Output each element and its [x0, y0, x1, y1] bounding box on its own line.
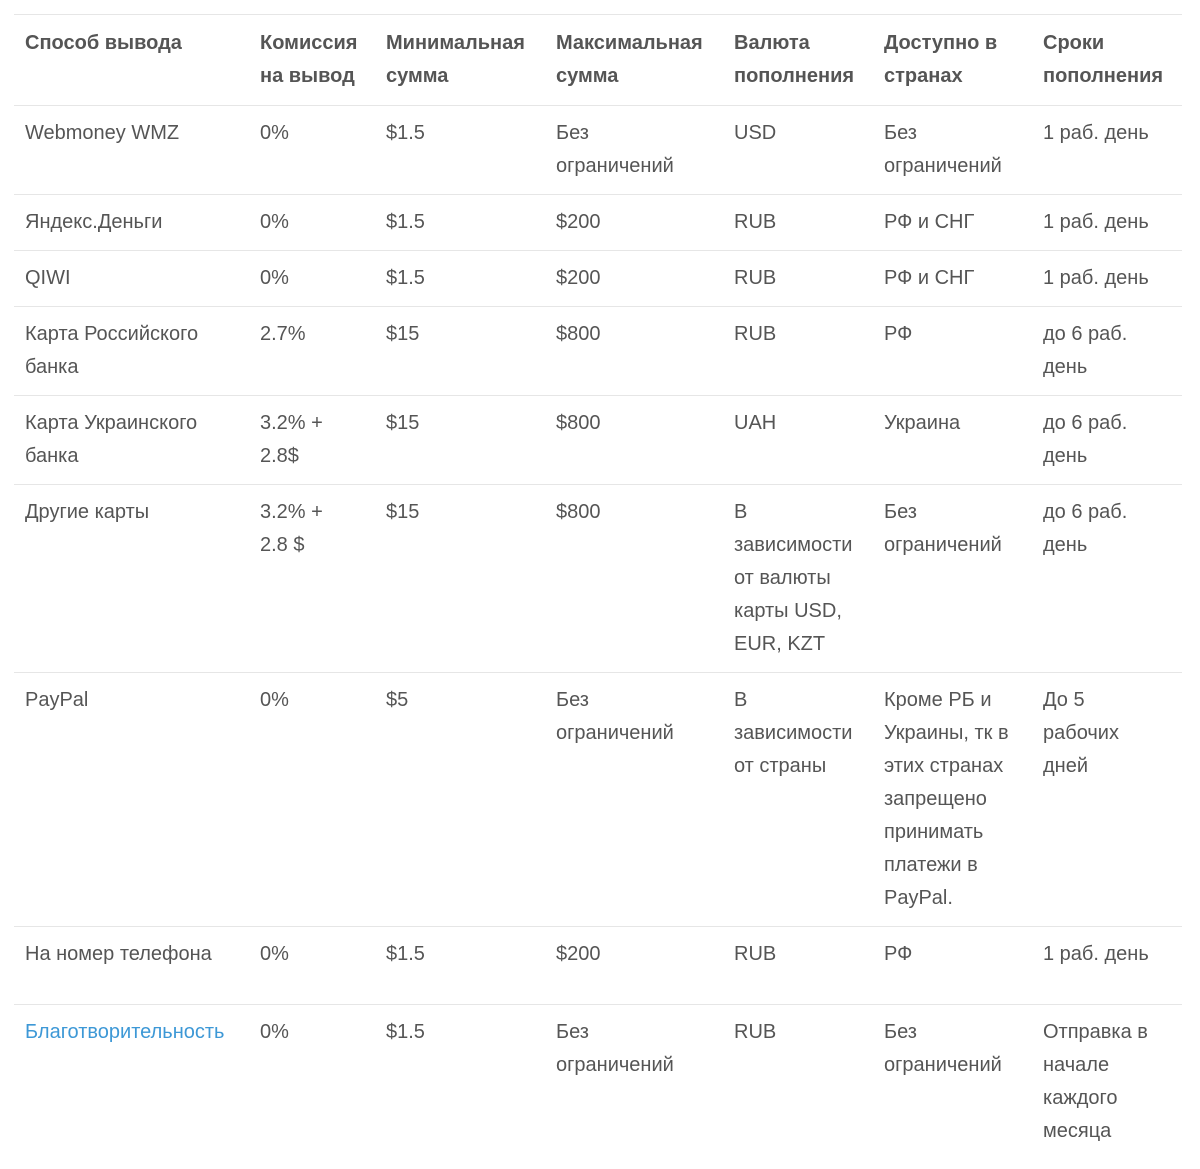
- cell-term: [1032, 307, 1182, 396]
- cell-term-line: рабочих: [1043, 722, 1119, 744]
- cell-max-amount: [545, 927, 723, 1005]
- cell-term-line: 1 раб. день: [1043, 211, 1149, 233]
- cell-min-amount-value: $1.5: [386, 122, 425, 144]
- cell-min-amount-value: $15: [386, 323, 420, 345]
- cell-commission-line: 0%: [260, 211, 289, 233]
- cell-term-line: Отправка в: [1043, 1021, 1148, 1043]
- cell-currency: [723, 485, 873, 673]
- charity-link[interactable]: Благотворительность: [25, 1021, 225, 1043]
- cell-countries-line: ограничений: [884, 534, 1002, 556]
- cell-term-line: день: [1043, 534, 1088, 556]
- cell-commission-line: 2.7%: [260, 323, 306, 345]
- cell-currency-line: карты USD,: [734, 600, 842, 622]
- cell-countries-line: Украина: [884, 412, 961, 434]
- header-commission-line1: Комиссия: [260, 32, 358, 54]
- cell-max-amount: [545, 307, 723, 396]
- cell-term-line: начале: [1043, 1054, 1110, 1076]
- cell-term-line: день: [1043, 356, 1088, 378]
- cell-countries-line: платежи в: [884, 854, 978, 876]
- cell-currency-line: UAH: [734, 412, 777, 434]
- cell-max-amount-line: ограничений: [556, 155, 674, 177]
- cell-commission: [249, 1005, 375, 1160]
- header-method: [14, 15, 249, 106]
- cell-max-amount: [545, 1005, 723, 1160]
- method-label: Webmoney WMZ: [25, 122, 180, 144]
- cell-currency: [723, 396, 873, 485]
- cell-currency: [723, 1005, 873, 1160]
- header-countries: [873, 15, 1032, 106]
- header-method-line1: Способ вывода: [25, 32, 182, 54]
- cell-max-amount-line: $200: [556, 211, 601, 233]
- cell-max-amount-line: $200: [556, 943, 601, 965]
- cell-currency-line: RUB: [734, 1021, 777, 1043]
- cell-term-line: каждого: [1043, 1087, 1118, 1109]
- cell-countries-line: запрещено: [884, 788, 987, 810]
- header-max: [545, 15, 723, 106]
- cell-max-amount: [545, 251, 723, 307]
- cell-commission-line: 2.8 $: [260, 534, 305, 556]
- cell-commission: [249, 485, 375, 673]
- header-min-line2: сумма: [386, 65, 449, 87]
- cell-term-line: дней: [1043, 755, 1089, 777]
- method-label: Яндекс.Деньги: [25, 211, 163, 233]
- cell-term: [1032, 195, 1182, 251]
- cell-term-line: 1 раб. день: [1043, 267, 1149, 289]
- header-term-line2: пополнения: [1043, 65, 1164, 87]
- cell-method: [14, 485, 249, 673]
- cell-countries-line: РФ: [884, 943, 913, 965]
- method-label: Карта Российского банка: [25, 323, 199, 378]
- table-row: [14, 106, 1182, 195]
- cell-countries: [873, 673, 1032, 927]
- cell-min-amount: [375, 307, 545, 396]
- cell-currency-line: RUB: [734, 323, 777, 345]
- cell-currency-line: от страны: [734, 755, 827, 777]
- cell-commission-line: 0%: [260, 689, 289, 711]
- cell-countries-line: Без: [884, 1021, 917, 1043]
- method-label: Карта Украинского банка: [25, 412, 198, 467]
- table-row: [14, 927, 1182, 1005]
- cell-currency-line: EUR, KZT: [734, 633, 826, 655]
- cell-countries-line: PayPal.: [884, 887, 953, 909]
- cell-min-amount-value: $1.5: [386, 267, 425, 289]
- cell-method: [14, 396, 249, 485]
- header-currency-line2: пополнения: [734, 65, 855, 87]
- cell-max-amount-line: $800: [556, 501, 601, 523]
- cell-term-line: 1 раб. день: [1043, 943, 1149, 965]
- cell-term: [1032, 927, 1182, 1005]
- header-currency: [723, 15, 873, 106]
- cell-countries-line: Украины, тк в: [884, 722, 1009, 744]
- cell-term-line: 1 раб. день: [1043, 122, 1149, 144]
- header-commission: [249, 15, 375, 106]
- cell-countries: [873, 195, 1032, 251]
- cell-countries: [873, 307, 1032, 396]
- cell-countries-line: РФ и СНГ: [884, 211, 975, 233]
- cell-max-amount-line: Без: [556, 1021, 589, 1043]
- table-row: [14, 396, 1182, 485]
- cell-countries-line: РФ и СНГ: [884, 267, 975, 289]
- cell-currency: [723, 195, 873, 251]
- cell-countries-line: этих странах: [884, 755, 1004, 777]
- table-row: [14, 251, 1182, 307]
- cell-min-amount-value: $1.5: [386, 211, 425, 233]
- cell-commission: [249, 251, 375, 307]
- table-row: [14, 673, 1182, 927]
- header-term-line1: Сроки: [1043, 32, 1105, 54]
- table-row: [14, 195, 1182, 251]
- cell-max-amount-line: $800: [556, 323, 601, 345]
- cell-countries-line: РФ: [884, 323, 913, 345]
- cell-min-amount: [375, 673, 545, 927]
- cell-min-amount-value: $1.5: [386, 943, 425, 965]
- cell-term-line: месяца: [1043, 1120, 1112, 1142]
- table-header: [14, 15, 1182, 106]
- cell-commission-line: 0%: [260, 267, 289, 289]
- cell-term-line: до 6 раб.: [1043, 323, 1128, 345]
- cell-commission-line: 2.8$: [260, 445, 299, 467]
- cell-currency-line: зависимости: [734, 534, 853, 556]
- cell-countries: [873, 396, 1032, 485]
- cell-commission-line: 0%: [260, 1021, 289, 1043]
- header-commission-line2: на вывод: [260, 65, 355, 87]
- cell-max-amount: [545, 106, 723, 195]
- cell-min-amount: [375, 1005, 545, 1160]
- cell-min-amount-value: $15: [386, 501, 420, 523]
- cell-currency-line: В: [734, 501, 748, 523]
- cell-commission-line: 3.2% +: [260, 412, 323, 434]
- cell-method: [14, 106, 249, 195]
- cell-method: [14, 673, 249, 927]
- cell-term: [1032, 1005, 1182, 1160]
- cell-countries-line: Без: [884, 501, 917, 523]
- cell-min-amount-value: $1.5: [386, 1021, 425, 1043]
- header-min-line1: Минимальная: [386, 32, 525, 54]
- cell-max-amount-line: ограничений: [556, 722, 674, 744]
- method-label: Другие карты: [25, 501, 150, 523]
- cell-term-line: До 5: [1043, 689, 1085, 711]
- cell-countries-line: ограничений: [884, 1054, 1002, 1076]
- cell-currency-line: RUB: [734, 211, 777, 233]
- cell-term: [1032, 673, 1182, 927]
- cell-currency-line: RUB: [734, 943, 777, 965]
- cell-commission: [249, 106, 375, 195]
- cell-min-amount: [375, 106, 545, 195]
- table-row: [14, 1005, 1182, 1160]
- withdrawal-methods-table-wrap: [14, 14, 1182, 1159]
- cell-min-amount-value: $15: [386, 412, 420, 434]
- cell-term: [1032, 485, 1182, 673]
- header-countries-line1: Доступно в: [884, 32, 998, 54]
- table-header-row: [14, 15, 1182, 106]
- cell-max-amount: [545, 396, 723, 485]
- cell-currency: [723, 927, 873, 1005]
- header-currency-line1: Валюта: [734, 32, 810, 54]
- table-body: [14, 106, 1182, 1160]
- cell-countries: [873, 106, 1032, 195]
- cell-min-amount: [375, 195, 545, 251]
- cell-commission: [249, 195, 375, 251]
- cell-term-line: до 6 раб.: [1043, 501, 1128, 523]
- cell-min-amount: [375, 251, 545, 307]
- cell-method: [14, 927, 249, 1005]
- cell-max-amount: [545, 485, 723, 673]
- cell-currency-line: USD: [734, 122, 777, 144]
- cell-currency-line: RUB: [734, 267, 777, 289]
- cell-min-amount: [375, 396, 545, 485]
- cell-currency: [723, 106, 873, 195]
- cell-max-amount-line: $800: [556, 412, 601, 434]
- cell-countries: [873, 251, 1032, 307]
- cell-countries-line: принимать: [884, 821, 984, 843]
- cell-method[interactable]: [14, 1005, 249, 1160]
- table-row: [14, 485, 1182, 673]
- cell-commission-line: 0%: [260, 122, 289, 144]
- cell-currency: [723, 307, 873, 396]
- cell-commission: [249, 307, 375, 396]
- cell-method: [14, 195, 249, 251]
- cell-min-amount-value: $5: [386, 689, 409, 711]
- cell-countries-line: Без: [884, 122, 917, 144]
- cell-max-amount-line: Без: [556, 689, 589, 711]
- cell-countries: [873, 485, 1032, 673]
- cell-commission-line: 0%: [260, 943, 289, 965]
- cell-commission-line: 3.2% +: [260, 501, 323, 523]
- withdrawal-methods-table: [14, 14, 1182, 1159]
- cell-min-amount: [375, 927, 545, 1005]
- cell-method: [14, 251, 249, 307]
- cell-countries: [873, 1005, 1032, 1160]
- header-min: [375, 15, 545, 106]
- header-countries-line2: странах: [884, 65, 963, 87]
- header-max-line2: сумма: [556, 65, 619, 87]
- cell-countries-line: ограничений: [884, 155, 1002, 177]
- cell-countries: [873, 927, 1032, 1005]
- header-term: [1032, 15, 1182, 106]
- cell-max-amount: [545, 673, 723, 927]
- cell-term: [1032, 106, 1182, 195]
- method-label: PayPal: [25, 689, 89, 711]
- table-row: [14, 307, 1182, 396]
- cell-max-amount-line: Без: [556, 122, 589, 144]
- cell-max-amount-line: $200: [556, 267, 601, 289]
- cell-currency-line: от валюты: [734, 567, 831, 589]
- header-max-line1: Максимальная: [556, 32, 703, 54]
- cell-term-line: до 6 раб.: [1043, 412, 1128, 434]
- cell-commission: [249, 927, 375, 1005]
- method-label: QIWI: [25, 267, 71, 289]
- cell-commission: [249, 673, 375, 927]
- cell-min-amount: [375, 485, 545, 673]
- cell-term: [1032, 251, 1182, 307]
- cell-currency-line: зависимости: [734, 722, 853, 744]
- cell-currency-line: В: [734, 689, 748, 711]
- method-label: На номер телефона: [25, 943, 212, 965]
- cell-method: [14, 307, 249, 396]
- cell-currency: [723, 673, 873, 927]
- cell-commission: [249, 396, 375, 485]
- cell-countries-line: Кроме РБ и: [884, 689, 992, 711]
- cell-max-amount: [545, 195, 723, 251]
- cell-currency: [723, 251, 873, 307]
- cell-term: [1032, 396, 1182, 485]
- cell-term-line: день: [1043, 445, 1088, 467]
- cell-max-amount-line: ограничений: [556, 1054, 674, 1076]
